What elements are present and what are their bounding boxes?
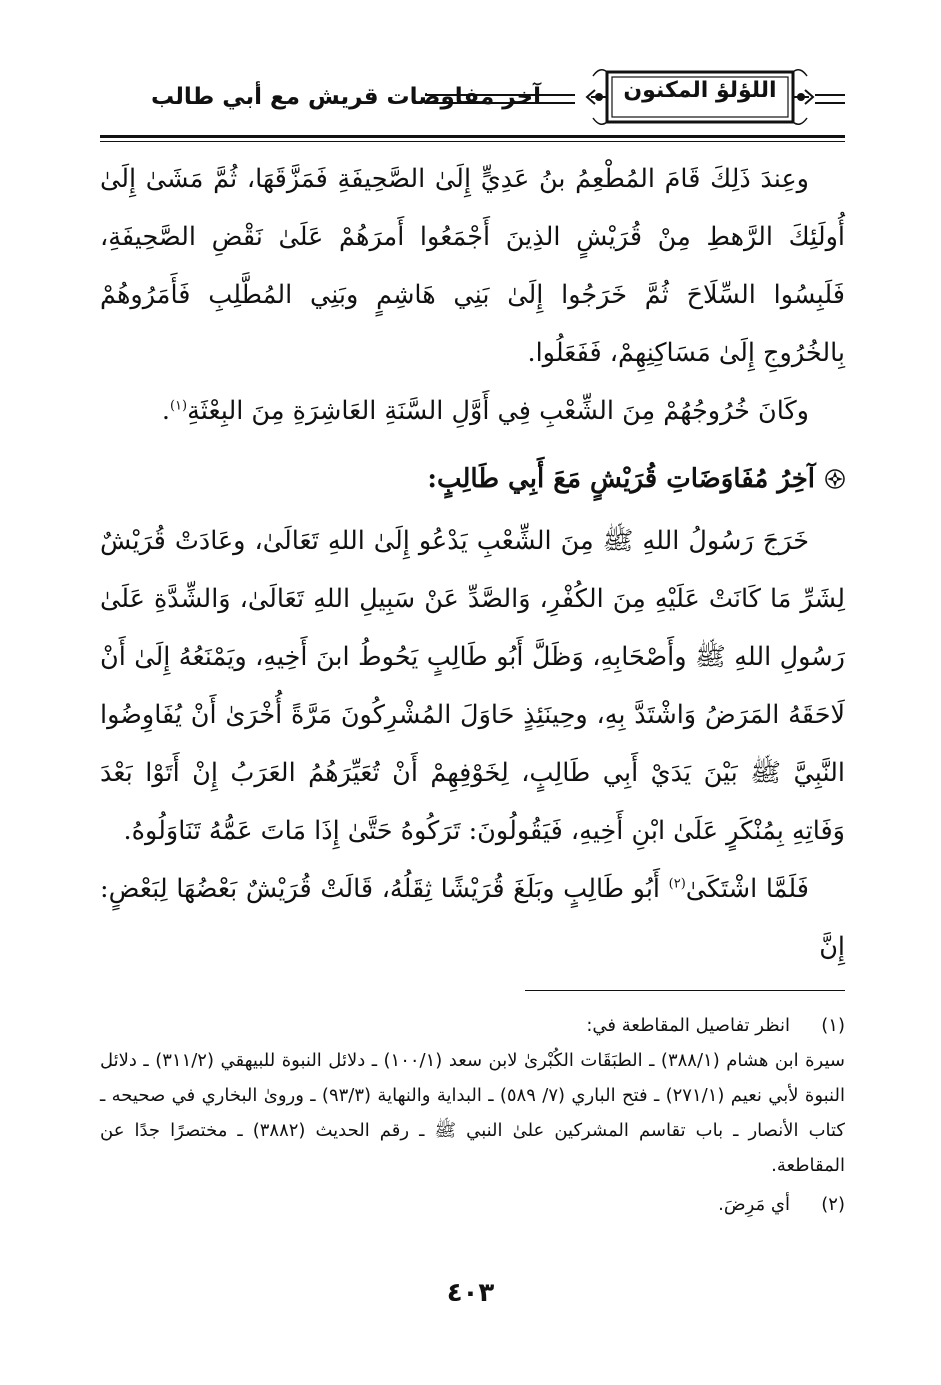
- footnote-1-body: [100, 1008, 790, 1043]
- main-text: [100, 150, 845, 976]
- paragraph-2-text: وكَانَ خُرُوجُهُمْ مِنَ الشِّعْبِ فِي أَوَّلِ السَّنَةِ العَاشِرَةِ مِنَ البِعْثَةِ: [187, 396, 809, 426]
- book-title-cartouche: [585, 66, 815, 128]
- footnote-2: [100, 1187, 845, 1222]
- paragraph-4-text-a: فَلَمَّا اشْتَكَىٰ: [685, 874, 809, 904]
- footnote-1-sources: سيرة ابن هشام (٣٨٨/١) ـ الطبَقَات الكُبْرىٰ لابن سعد (١٠٠/١) ـ دلائل النبوة للبيهقي (٣١١/٢) ـ دلائل النبوة لأبي نعيم (٢٧١/١) ـ فتح الباري (٧/ ٥٨٩) ـ البداية والنهاية (٩٣/٣) ـ وروىٰ البخاري في صحيحه ـ كتاب الأنصار ـ باب تقاسم المشركين علىٰ النبي ﷺ ـ رقم الحديث (٣٨٨٢) ـ مختصرًا جدًا عن المقاطعة.: [100, 1050, 846, 1176]
- footnote-ref-1[interactable]: (١): [169, 398, 188, 414]
- header-rule-right: [815, 94, 845, 104]
- footnote-divider: [525, 990, 845, 991]
- footnote-1-number: (١): [821, 1015, 845, 1036]
- header-divider: [100, 135, 845, 142]
- footnote-2-body: أي مَرِضَ.: [718, 1194, 790, 1215]
- running-title: آخر مفاوضات قريش مع أبي طالب: [150, 84, 541, 110]
- footnote-1-intro: انظر تفاصيل المقاطعة في:: [586, 1015, 790, 1036]
- section-heading: [100, 450, 845, 508]
- paragraph-4: [100, 860, 845, 976]
- flower-ornament-icon: [825, 469, 845, 489]
- paragraph-2-end: .: [161, 396, 170, 426]
- footnote-1: [100, 1008, 845, 1043]
- paragraph-3: خَرَجَ رَسُولُ اللهِ ﷺ مِنَ الشِّعْبِ يَدْعُو إِلَىٰ اللهِ تَعَالَىٰ، وعَادَتْ قُرَيْشٌ لِشَرِّ مَا كَانَتْ عَلَيْهِ مِنَ الكُفْرِ، وَالصَّدِّ عَنْ سَبِيلِ اللهِ تَعَالَىٰ، وَالشِّدَّةِ عَلَىٰ رَسُولِ اللهِ ﷺ وأَصْحَابِهِ، وَظَلَّ أَبُو طَالِبٍ يَحُوطُ ابنَ أَخِيهِ، ويَمْنَعُهُ إِلَىٰ أَنْ لَاحَقَهُ المَرَضُ وَاشْتَدَّ بِهِ، وحِينَئِذٍ حَاوَلَ المُشْرِكُونَ مَرَّةً أُخْرَىٰ أَنْ يُفَاوِضُوا النَّبِيَّ ﷺ بَيْنَ يَدَيْ أَبِي طَالِبٍ، لِخَوْفِهِمْ أَنْ تُعَيِّرَهُمُ العَرَبُ إِنْ أَتَوْا بَعْدَ وَفَاتِهِ بِمُنْكَرٍ عَلَىٰ ابْنِ أَخِيهِ، فَيَقُولُونَ: تَرَكُوهُ حَتَّىٰ إِذَا مَاتَ عَمُّهُ تَنَاوَلُوهُ.: [100, 526, 845, 846]
- paragraph-2: [100, 382, 845, 440]
- paragraph-1: وعِندَ ذَلِكَ قَامَ المُطْعِمُ بنُ عَدِيٍّ إِلَىٰ الصَّحِيفَةِ فَمَزَّقَهَا، ثُمَّ مَشَىٰ إِلَىٰ أُولَئِكَ الرَّهطِ مِنْ قُرَيْشٍ الذِينَ أَجْمَعُوا أَمرَهُمْ عَلَىٰ نَقْضِ الصَّحِيفَةِ، فَلَبِسُوا السِّلَاحَ ثُمَّ خَرَجُوا إِلَىٰ بَنِي هَاشِمٍ وبَنِي المُطَّلِبِ فَأَمَرُوهُمْ بِالخُرُوجِ إِلَىٰ مَسَاكِنِهِمْ، فَفَعَلُوا.: [100, 164, 845, 368]
- footnote-ref-2[interactable]: (٢): [668, 876, 686, 892]
- footnotes: [100, 1008, 845, 1222]
- paragraph-4-text-b: أَبُو طَالِبٍ وبَلَغَ قُرَيْشًا ثِقَلُهُ، قَالَتْ قُرَيْشٌ بَعْضُهَا لِبَعْضٍ: إِنَّ: [100, 874, 845, 962]
- book-title: اللؤلؤ المكنون: [623, 78, 777, 103]
- footnote-2-number: (٢): [821, 1194, 845, 1215]
- page-number: ٤٠٣: [446, 1278, 495, 1308]
- section-heading-text: آخِرُ مُفَاوَضَاتِ قُرَيْشٍ مَعَ أَبِي طَالِبٍ:: [427, 464, 815, 494]
